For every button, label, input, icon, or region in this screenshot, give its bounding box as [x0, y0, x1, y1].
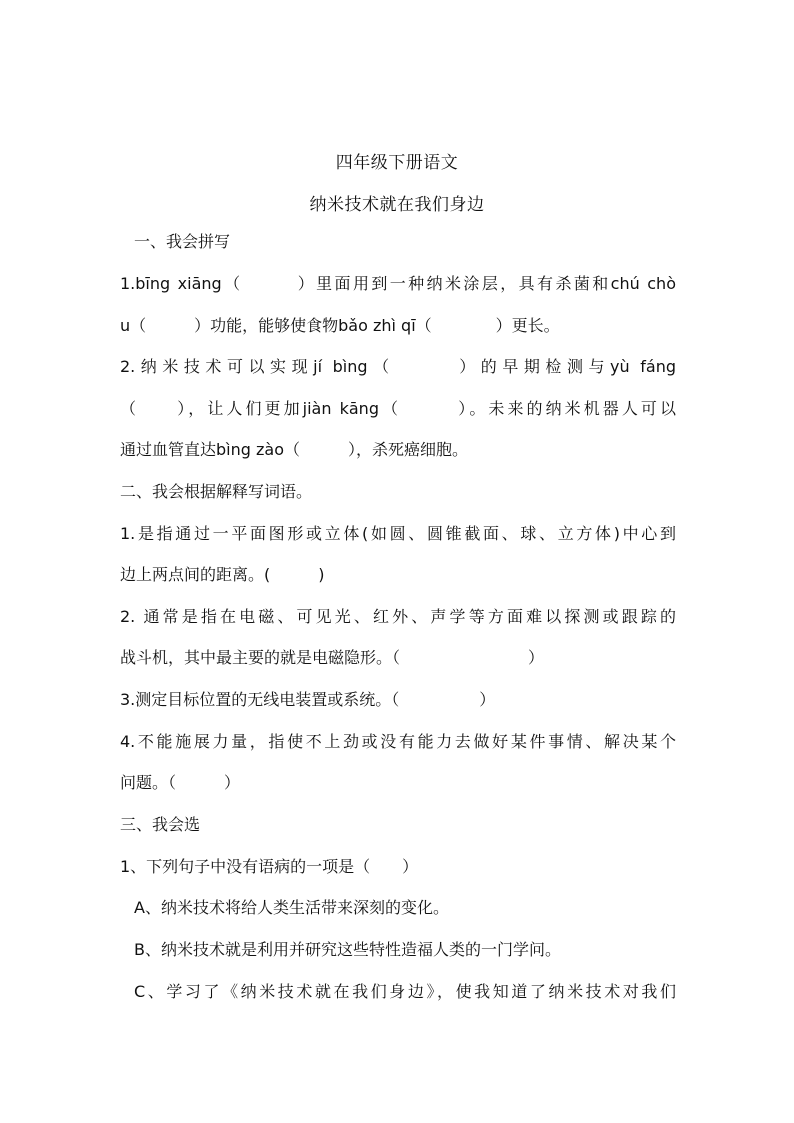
- option-a: A、纳米技术将给人类生活带来深刻的变化。: [134, 898, 449, 917]
- exercise-line: 1.bīng xiāng（ ）里面用到一种纳米涂层，具有杀菌和chú chò: [120, 274, 676, 293]
- section-heading-3: 三、我会选: [120, 815, 201, 834]
- option-b: B、纳米技术就是利用并研究这些特性造福人类的一门学问。: [134, 940, 561, 959]
- exercise-line: 边上两点间的距离。( ): [120, 565, 325, 584]
- page-title: 四年级下册语文: [335, 153, 459, 173]
- exercise-line: 战斗机，其中最主要的就是电磁隐形。（ ）: [120, 648, 545, 667]
- question-line: 1、下列句子中没有语病的一项是（ ）: [120, 857, 419, 876]
- option-c: C、学习了《纳米技术就在我们身边》，使我知道了纳米技术对我们: [134, 982, 676, 1001]
- exercise-line: 问题。（ ）: [120, 773, 241, 792]
- exercise-line: （ ），让人们更加jiàn kāng（ ）。未来的纳米机器人可以: [120, 399, 676, 418]
- exercise-line: 1.是指通过一平面图形或立体(如圆、圆锥截面、球、立方体)中心到: [120, 524, 676, 543]
- lesson-title: 纳米技术就在我们身边: [309, 195, 485, 215]
- section-heading-1: 一、我会拼写: [134, 232, 231, 251]
- exercise-line: 2. 通常是指在电磁、可见光、红外、声学等方面难以探测或跟踪的: [120, 607, 676, 626]
- exercise-line: 3.测定目标位置的无线电装置或系统。（ ）: [120, 690, 496, 709]
- exercise-line: u（ ）功能，能够使食物bǎo zhì qī（ ）更长。: [120, 316, 560, 335]
- exercise-line: 通过血管直达bìng zào（ ），杀死癌细胞。: [120, 440, 468, 459]
- exercise-line: 2.纳米技术可以实现jí bìng（ ）的早期检测与yù fáng: [120, 357, 676, 376]
- section-heading-2: 二、我会根据解释写词语。: [120, 482, 313, 501]
- exercise-line: 4.不能施展力量，指使不上劲或没有能力去做好某件事情、解决某个: [120, 732, 676, 751]
